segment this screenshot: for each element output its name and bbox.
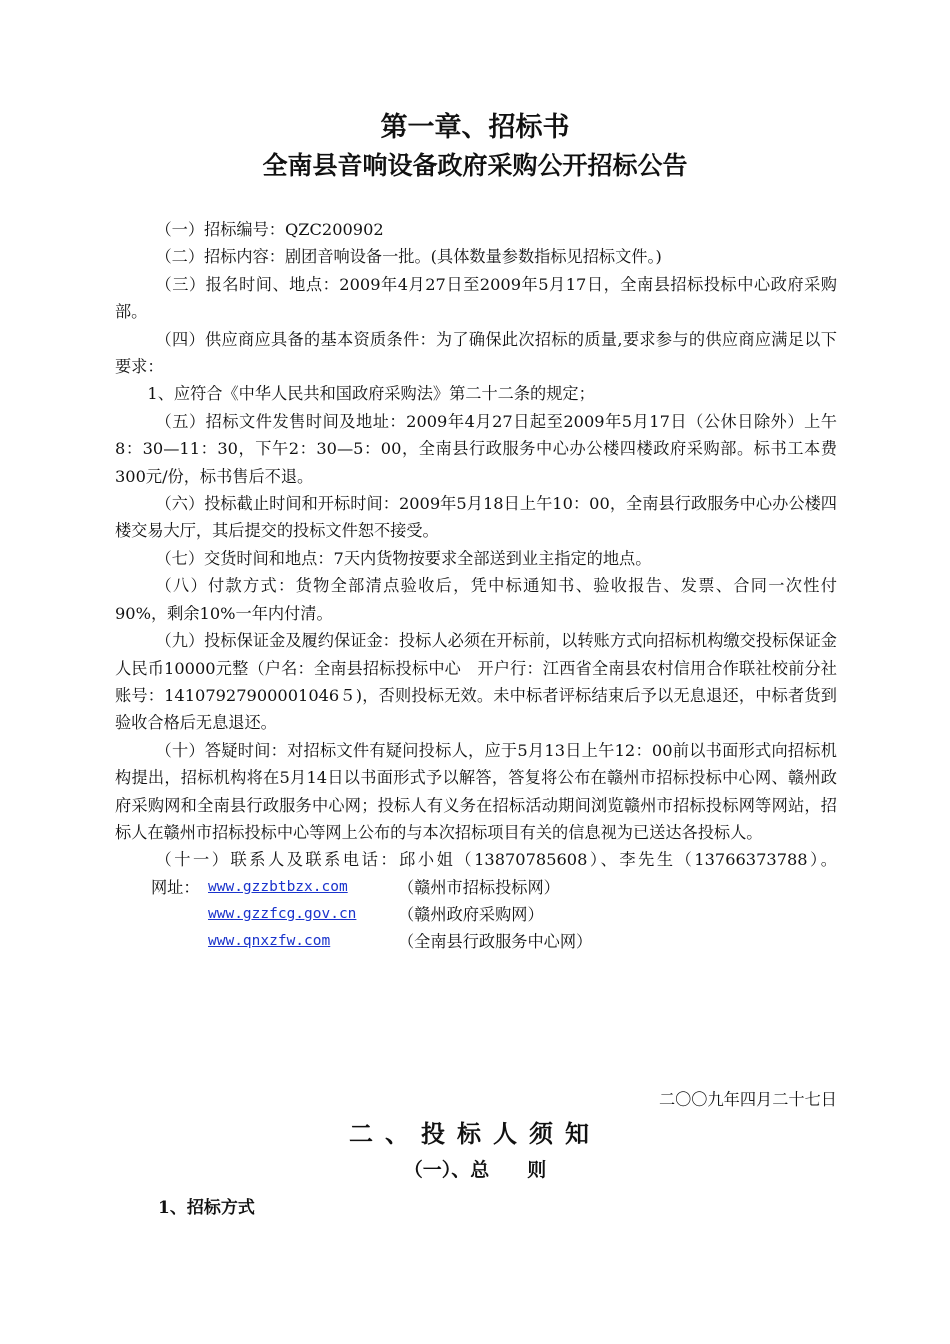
item-qualification: （四）供应商应具备的基本资质条件：为了确保此次招标的质量,要求参与的供应商应满足以下要求： xyxy=(115,329,837,377)
website-link-gzzfcg[interactable]: www.gzzfcg.gov.cn xyxy=(208,905,357,922)
website-desc: （赣州市招标投标网） xyxy=(398,877,560,897)
issue-date: 二〇〇九年四月二十七日 xyxy=(658,1090,837,1109)
website-link-qnxzfw[interactable]: www.qnxzfw.com xyxy=(208,932,331,949)
item-contacts: （十一）联系人及联系电话：邱小姐（13870785608）、李先生（13766373788）。 xyxy=(155,850,837,870)
section-title: 二、投标人须知 xyxy=(349,1119,601,1148)
section-subtitle: （一）、总 则 xyxy=(403,1159,547,1181)
website-list xyxy=(115,874,837,955)
item-delivery: （七）交货时间和地点：7天内货物按要求全部送到业主指定的地点。 xyxy=(155,548,652,568)
website-row xyxy=(115,901,837,928)
item-qualification-rule: 1、应符合《中华人民共和国政府采购法》第二十二条的规定； xyxy=(147,384,595,404)
website-link-gzzbtbzx[interactable]: www.gzzbtbzx.com xyxy=(208,878,348,895)
notice-title: 全南县音响设备政府采购公开招标公告 xyxy=(262,151,688,180)
section-item-heading: 1、招标方式 xyxy=(158,1198,255,1218)
notice-body xyxy=(115,216,837,955)
item-payment: （八）付款方式：货物全部清点验收后，凭中标通知书、验收报告、发票、合同一次性付90%，剩余10%一年内付清。 xyxy=(115,576,837,623)
website-desc: （赣州政府采购网） xyxy=(398,904,544,924)
item-registration: （三）报名时间、地点：2009年4月27日至2009年5月17日，全南县招标投标中心政府采购部。 xyxy=(115,274,837,322)
chapter-title: 第一章、招标书 xyxy=(380,112,570,143)
website-desc: （全南县行政服务中心网） xyxy=(398,931,593,951)
website-row xyxy=(115,928,837,955)
item-deposit: （九）投标保证金及履约保证金：投标人必须在开标前，以转账方式向招标机构缴交投标保证金人民币10000元整（户名：全南县招标投标中心 开户行：江西省全南县农村信用合作联社校前分社 账号：14107927900001046５)，否则投标无效。未中标者评标结束后予以无息退还，中标者货到验收合格后无息退还。 xyxy=(115,631,837,733)
website-row xyxy=(115,874,837,901)
item-bid-number: （一）招标编号：QZC200902 xyxy=(155,220,384,239)
item-qa-time: （十）答疑时间：对招标文件有疑问投标人，应于5月13日上午12：00前以书面形式向招标机构提出，招标机构将在5月14日以书面形式予以解答，答复将公布在赣州市招标投标中心网、赣州政府采购网和全南县行政服务中心网；投标人有义务在招标活动期间浏览赣州市招标投标网等网站，招标人在赣州市招标投标中心等网上公布的与本次招标项目有关的信息视为已送达各投标人。 xyxy=(115,740,837,842)
item-deadline: （六）投标截止时间和开标时间：2009年5月18日上午10：00，全南县行政服务中心办公楼四楼交易大厅，其后提交的投标文件恕不接受。 xyxy=(115,494,837,541)
item-bid-content: （二）招标内容：剧团音响设备一批。(具体数量参数指标见招标文件。) xyxy=(155,247,662,267)
website-label: 网址： xyxy=(151,877,200,897)
item-document-sale: （五）招标文件发售时间及地址：2009年4月27日起至2009年5月17日（公休日除外）上午8：30—11：30，下午2：30—5：00，全南县行政服务中心办公楼四楼政府采购部。标书工本费300元/份，标书售后不退。 xyxy=(115,411,837,486)
